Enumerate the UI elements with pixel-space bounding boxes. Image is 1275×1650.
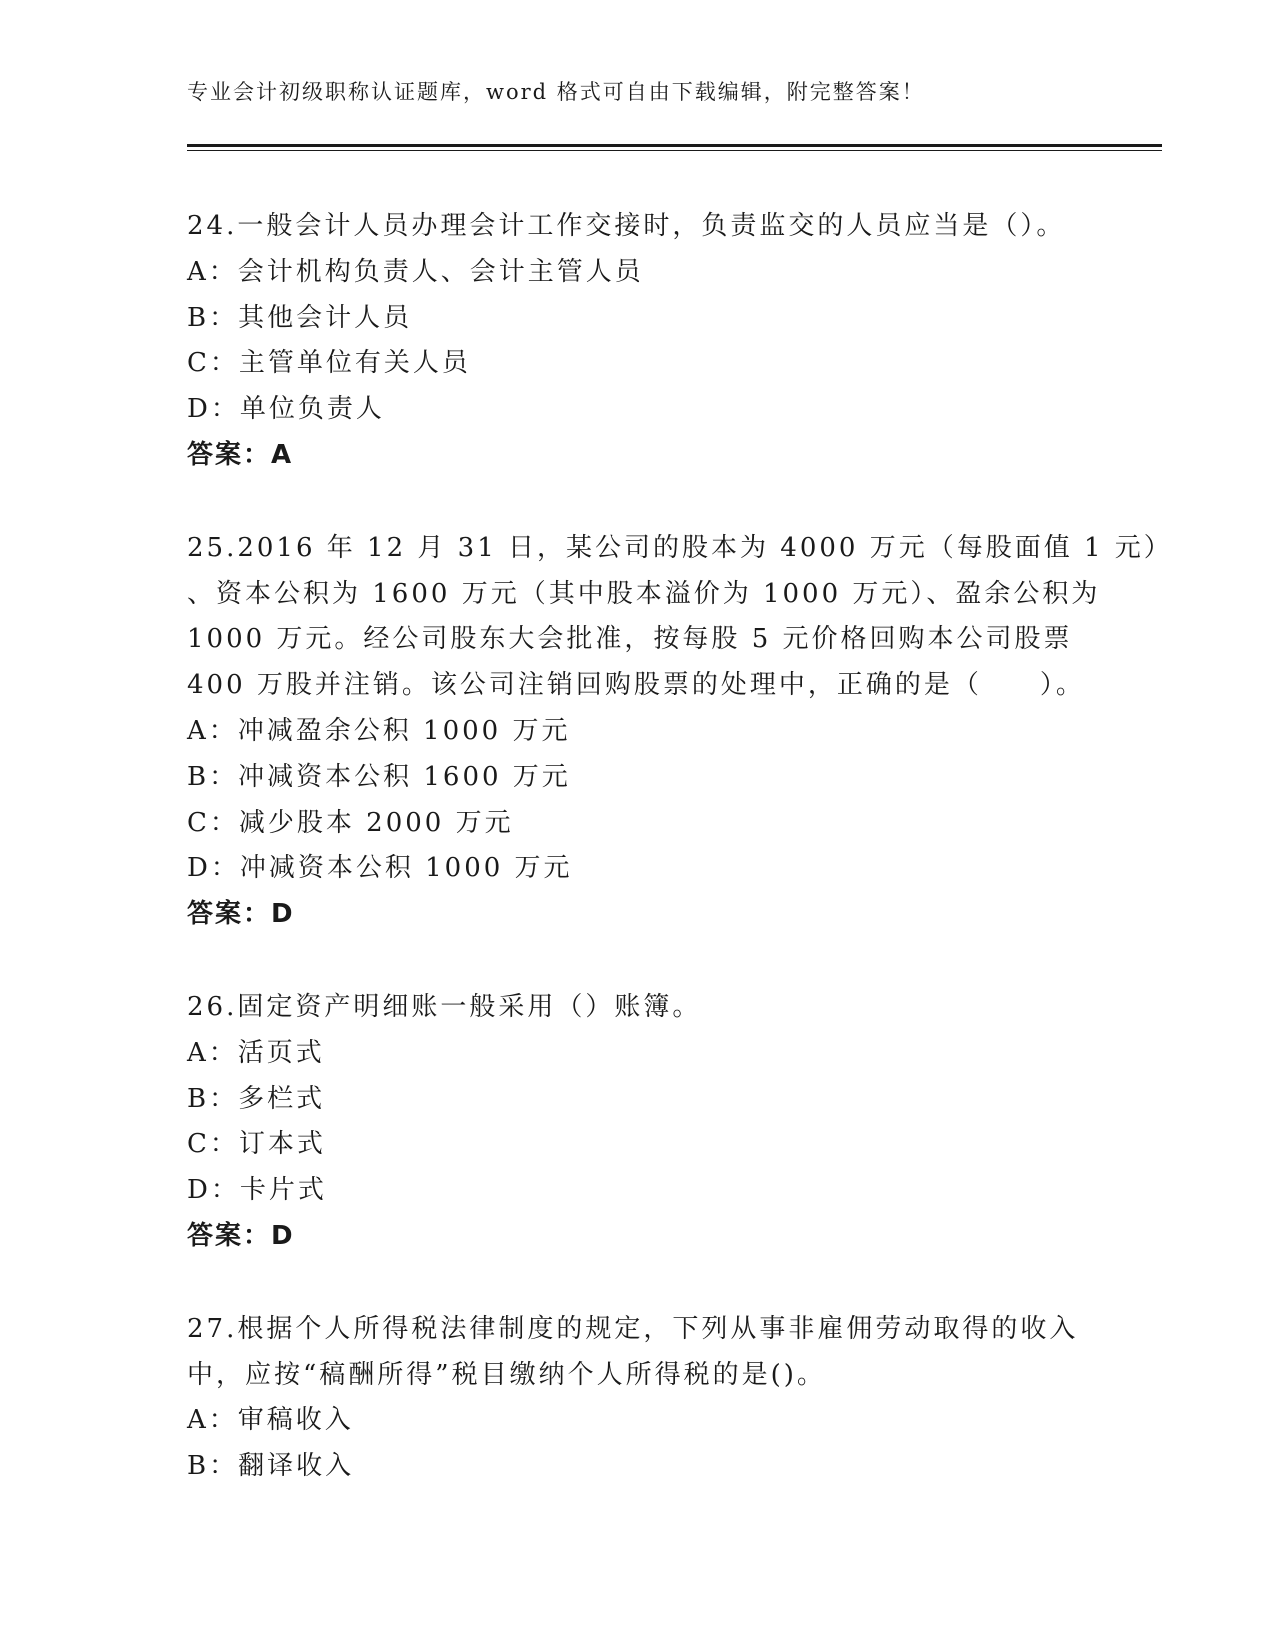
question-stem: 25.2016 年 12 月 31 日，某公司的股本为 4000 万元（每股面值 1 元） bbox=[187, 532, 1173, 563]
answer: 答案：D bbox=[187, 1220, 295, 1251]
header-rule-thin bbox=[187, 150, 1162, 151]
option-a: A：活页式 bbox=[187, 1037, 325, 1068]
option-a: A：会计机构负责人、会计主管人员 bbox=[187, 256, 644, 287]
question-24 bbox=[187, 204, 1162, 479]
option-d: D：单位负责人 bbox=[187, 394, 385, 425]
option-b: B：多栏式 bbox=[187, 1083, 326, 1114]
option-a: A：审稿收入 bbox=[187, 1405, 354, 1436]
option-d: D：冲减资本公积 1000 万元 bbox=[187, 853, 573, 884]
option-a: A：冲减盈余公积 1000 万元 bbox=[187, 715, 571, 746]
question-stem: 中，应按“稿酬所得”税目缴纳个人所得税的是()。 bbox=[187, 1359, 826, 1390]
question-stem: 、资本公积为 1600 万元（其中股本溢价为 1000 万元）、盈余公积为 bbox=[187, 578, 1101, 609]
question-stem: 24.一般会计人员办理会计工作交接时，负责监交的人员应当是（）。 bbox=[187, 211, 1066, 241]
question-25 bbox=[187, 526, 1173, 938]
option-b: B：冲减资本公积 1600 万元 bbox=[187, 761, 571, 792]
question-27 bbox=[187, 1307, 1162, 1490]
question-26 bbox=[187, 985, 1162, 1260]
page-header: 专业会计初级职称认证题库，word 格式可自由下载编辑，附完整答案！ bbox=[187, 80, 925, 104]
option-c: C：主管单位有关人员 bbox=[187, 348, 471, 379]
question-stem: 26.固定资产明细账一般采用（）账簿。 bbox=[187, 991, 702, 1022]
answer: 答案：D bbox=[187, 899, 295, 930]
option-b: B：其他会计人员 bbox=[187, 302, 413, 333]
option-b: B：翻译收入 bbox=[187, 1451, 355, 1482]
question-list bbox=[187, 204, 1173, 1537]
option-d: D：卡片式 bbox=[187, 1175, 327, 1206]
option-c: C：减少股本 2000 万元 bbox=[187, 807, 514, 838]
question-stem: 1000 万元。经公司股东大会批准，按每股 5 元价格回购本公司股票 bbox=[187, 624, 1073, 655]
header-rule-thick bbox=[187, 144, 1162, 147]
question-stem: 27.根据个人所得税法律制度的规定，下列从事非雇佣劳动取得的收入 bbox=[187, 1313, 1079, 1344]
answer: 答案：A bbox=[187, 439, 294, 470]
question-stem: 400 万股并注销。该公司注销回购股票的处理中，正确的是（ ）。 bbox=[187, 670, 1085, 701]
option-c: C：订本式 bbox=[187, 1129, 326, 1160]
